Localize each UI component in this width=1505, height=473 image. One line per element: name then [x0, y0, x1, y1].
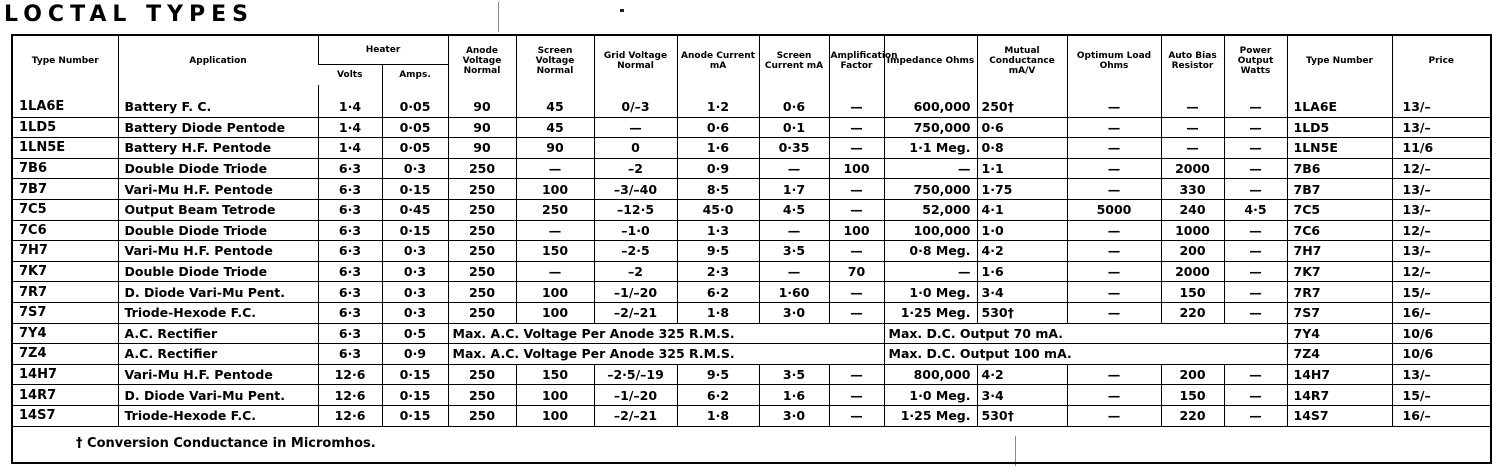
cell-grid: –2	[594, 261, 677, 282]
cell-bias: 240	[1161, 199, 1224, 220]
cell-type: 14H7	[13, 364, 118, 385]
cell-screen: 90	[516, 138, 594, 159]
cell-app: Double Diode Triode	[118, 261, 318, 282]
cell-grid: –1·0	[594, 220, 677, 241]
cell-load: —	[1067, 97, 1161, 117]
cell-type: 7S7	[13, 302, 118, 323]
cell-amps: 0·15	[382, 364, 448, 385]
cell-mutual: 1·0	[977, 220, 1067, 241]
cell-power: —	[1224, 158, 1287, 179]
cell-price: 16/–	[1392, 302, 1490, 323]
cell-anode-ma: 45·0	[677, 199, 759, 220]
cell-screen: 100	[516, 385, 594, 406]
cell-amps: 0·05	[382, 97, 448, 117]
cell-type2: 7S7	[1287, 302, 1392, 323]
cell-power: —	[1224, 385, 1287, 406]
cell-type2: 7Y4	[1287, 323, 1392, 344]
cell-type: 7H7	[13, 241, 118, 262]
cell-volts: 6·3	[318, 241, 382, 262]
cell-mutual: 530†	[977, 405, 1067, 426]
cell-amps: 0·15	[382, 220, 448, 241]
cell-mutual: 3·4	[977, 282, 1067, 303]
header-amps: Amps.	[382, 65, 448, 86]
cell-span2: Max. D.C. Output 100 mA.	[884, 344, 1287, 365]
cell-screen: —	[516, 261, 594, 282]
cell-imp: 750,000	[884, 117, 977, 138]
cell-app: Vari-Mu H.F. Pentode	[118, 241, 318, 262]
header-amplification: Amplification Factor	[829, 36, 884, 85]
cell-app: Triode-Hexode F.C.	[118, 405, 318, 426]
cell-app: Battery H.F. Pentode	[118, 138, 318, 159]
valve-table	[13, 36, 1490, 427]
cell-bias: 150	[1161, 282, 1224, 303]
cell-price: 15/–	[1392, 282, 1490, 303]
cell-span1: Max. A.C. Voltage Per Anode 325 R.M.S.	[448, 323, 884, 344]
cell-volts: 1·4	[318, 138, 382, 159]
cell-app: A.C. Rectifier	[118, 323, 318, 344]
cell-bias: 220	[1161, 302, 1224, 323]
table-row	[13, 158, 1490, 179]
cell-load: —	[1067, 385, 1161, 406]
cell-price: 13/–	[1392, 364, 1490, 385]
cell-bias: 330	[1161, 179, 1224, 200]
cell-power: —	[1224, 117, 1287, 138]
cell-anode: 250	[448, 282, 516, 303]
cell-price: 13/–	[1392, 199, 1490, 220]
cell-type2: 1LN5E	[1287, 138, 1392, 159]
cell-grid: –1/–20	[594, 385, 677, 406]
cell-type2: 7B6	[1287, 158, 1392, 179]
cell-type: 1LN5E	[13, 138, 118, 159]
cell-bias: 150	[1161, 385, 1224, 406]
cell-volts: 12·6	[318, 364, 382, 385]
cell-volts: 6·3	[318, 302, 382, 323]
cell-app: Double Diode Triode	[118, 158, 318, 179]
cell-amp: —	[829, 282, 884, 303]
cell-amps: 0·15	[382, 405, 448, 426]
cell-type: 7B7	[13, 179, 118, 200]
cell-app: Output Beam Tetrode	[118, 199, 318, 220]
cell-screen-ma: —	[759, 220, 829, 241]
cell-imp: —	[884, 261, 977, 282]
cell-anode: 250	[448, 179, 516, 200]
cell-imp: 1·25 Meg.	[884, 302, 977, 323]
table-row	[13, 97, 1490, 117]
cell-anode: 250	[448, 241, 516, 262]
cell-type2: 7H7	[1287, 241, 1392, 262]
cell-screen-ma: —	[759, 261, 829, 282]
cell-app: Vari-Mu H.F. Pentode	[118, 364, 318, 385]
cell-grid: –1/–20	[594, 282, 677, 303]
cell-mutual: 250†	[977, 97, 1067, 117]
cell-amps: 0·45	[382, 199, 448, 220]
header-screen-current: Screen Current mA	[759, 36, 829, 85]
header-application: Application	[118, 36, 318, 85]
cell-volts: 6·3	[318, 323, 382, 344]
cell-bias: 2000	[1161, 261, 1224, 282]
cell-mutual: 0·8	[977, 138, 1067, 159]
cell-anode: 90	[448, 117, 516, 138]
cell-type2: 14R7	[1287, 385, 1392, 406]
header-type-number: Type Number	[31, 55, 99, 66]
cell-type: 7R7	[13, 282, 118, 303]
cell-mutual: 4·2	[977, 364, 1067, 385]
cell-screen: 45	[516, 97, 594, 117]
cell-price: 12/–	[1392, 261, 1490, 282]
cell-volts: 6·3	[318, 199, 382, 220]
cell-screen: 45	[516, 117, 594, 138]
table-row	[13, 117, 1490, 138]
cell-grid: –2/–21	[594, 302, 677, 323]
cell-anode: 250	[448, 364, 516, 385]
cell-type: 14S7	[13, 405, 118, 426]
cell-anode-ma: 9·5	[677, 241, 759, 262]
cell-volts: 6·3	[318, 261, 382, 282]
cell-imp: 1·0 Meg.	[884, 385, 977, 406]
cell-bias: —	[1161, 117, 1224, 138]
cell-anode-ma: 1·8	[677, 302, 759, 323]
cell-load: —	[1067, 241, 1161, 262]
cell-amps: 0·3	[382, 282, 448, 303]
table-body	[13, 97, 1490, 426]
cell-anode-ma: 8·5	[677, 179, 759, 200]
cell-mutual: 530†	[977, 302, 1067, 323]
cell-span1: Max. A.C. Voltage Per Anode 325 R.M.S.	[448, 344, 884, 365]
page-title: LOCTAL TYPES	[4, 2, 255, 27]
cell-anode: 250	[448, 302, 516, 323]
header-impedance: Impedance Ohms	[884, 36, 977, 85]
cell-load: —	[1067, 158, 1161, 179]
cell-load: —	[1067, 179, 1161, 200]
cell-imp: 600,000	[884, 97, 977, 117]
cell-mutual: 1·6	[977, 261, 1067, 282]
table-row	[13, 385, 1490, 406]
table-row	[13, 199, 1490, 220]
cell-imp: —	[884, 158, 977, 179]
header-type-number-2: Type Number	[1287, 36, 1392, 85]
cell-screen: —	[516, 158, 594, 179]
cell-bias: 2000	[1161, 158, 1224, 179]
cell-price: 13/–	[1392, 241, 1490, 262]
cell-type: 7C5	[13, 199, 118, 220]
cell-type2: 7K7	[1287, 261, 1392, 282]
cell-amp: —	[829, 117, 884, 138]
cell-anode-ma: 2·3	[677, 261, 759, 282]
cell-power: —	[1224, 138, 1287, 159]
header-volts: Volts	[318, 65, 382, 86]
cell-app: Vari-Mu H.F. Pentode	[118, 179, 318, 200]
cell-type: 7Z4	[13, 344, 118, 365]
cell-screen: 250	[516, 199, 594, 220]
cell-screen: 100	[516, 302, 594, 323]
cell-volts: 12·6	[318, 385, 382, 406]
cell-mutual: 3·4	[977, 385, 1067, 406]
cell-imp: 1·25 Meg.	[884, 405, 977, 426]
cell-grid: 0/–3	[594, 97, 677, 117]
cell-amp: —	[829, 97, 884, 117]
cell-volts: 1·4	[318, 97, 382, 117]
cell-power: —	[1224, 97, 1287, 117]
cell-volts: 1·4	[318, 117, 382, 138]
cell-bias: —	[1161, 97, 1224, 117]
cell-anode-ma: 1·2	[677, 97, 759, 117]
table-row	[13, 179, 1490, 200]
header-anode-voltage: Anode Voltage Normal	[448, 36, 516, 85]
cell-price: 12/–	[1392, 158, 1490, 179]
cell-power: —	[1224, 405, 1287, 426]
cell-screen: —	[516, 220, 594, 241]
cell-type2: 14H7	[1287, 364, 1392, 385]
cell-grid: –12·5	[594, 199, 677, 220]
cell-grid: –2·5/–19	[594, 364, 677, 385]
cell-screen-ma: 3·0	[759, 302, 829, 323]
header-auto-bias: Auto Bias Resistor	[1161, 36, 1224, 85]
cell-power: —	[1224, 261, 1287, 282]
cell-anode-ma: 1·6	[677, 138, 759, 159]
cell-grid: –3/–40	[594, 179, 677, 200]
cell-price: 11/6	[1392, 138, 1490, 159]
table-row	[13, 364, 1490, 385]
cell-screen-ma: 1·7	[759, 179, 829, 200]
cell-screen-ma: 0·6	[759, 97, 829, 117]
cell-amp: 100	[829, 220, 884, 241]
cell-mutual: 1·1	[977, 158, 1067, 179]
cell-anode-ma: 0·9	[677, 158, 759, 179]
cell-amp: —	[829, 199, 884, 220]
cell-price: 13/–	[1392, 97, 1490, 117]
cell-type2: 1LA6E	[1287, 97, 1392, 117]
table-row	[13, 282, 1490, 303]
cell-load: —	[1067, 220, 1161, 241]
header-grid-voltage: Grid Voltage Normal	[594, 36, 677, 85]
cell-price: 13/–	[1392, 179, 1490, 200]
cell-anode: 250	[448, 405, 516, 426]
cell-load: 5000	[1067, 199, 1161, 220]
cell-screen-ma: 0·1	[759, 117, 829, 138]
cell-type: 14R7	[13, 385, 118, 406]
header-heater: Heater	[318, 36, 448, 65]
cell-imp: 1·1 Meg.	[884, 138, 977, 159]
cell-app: Triode-Hexode F.C.	[118, 302, 318, 323]
cell-type2: 7B7	[1287, 179, 1392, 200]
cell-amps: 0·05	[382, 138, 448, 159]
cell-anode-ma: 1·8	[677, 405, 759, 426]
cell-power: —	[1224, 220, 1287, 241]
cell-amps: 0·15	[382, 385, 448, 406]
cell-imp: 750,000	[884, 179, 977, 200]
cell-app: Battery Diode Pentode	[118, 117, 318, 138]
cell-power: —	[1224, 241, 1287, 262]
cell-amps: 0·3	[382, 302, 448, 323]
cell-price: 16/–	[1392, 405, 1490, 426]
cell-amp: —	[829, 302, 884, 323]
cell-load: —	[1067, 282, 1161, 303]
cell-amps: 0·3	[382, 158, 448, 179]
cell-amp: —	[829, 385, 884, 406]
header-anode-current: Anode Current mA	[677, 36, 759, 85]
cell-type2: 14S7	[1287, 405, 1392, 426]
cell-imp: 800,000	[884, 364, 977, 385]
cell-screen-ma: 1·60	[759, 282, 829, 303]
cell-imp: 0·8 Meg.	[884, 241, 977, 262]
cell-volts: 6·3	[318, 344, 382, 365]
cell-mutual: 4·2	[977, 241, 1067, 262]
cell-app: A.C. Rectifier	[118, 344, 318, 365]
footnote: † Conversion Conductance in Micromhos.	[76, 436, 376, 451]
cell-volts: 6·3	[318, 179, 382, 200]
cell-anode-ma: 6·2	[677, 385, 759, 406]
cell-app: D. Diode Vari-Mu Pent.	[118, 282, 318, 303]
cell-mutual: 0·6	[977, 117, 1067, 138]
cell-app: Double Diode Triode	[118, 220, 318, 241]
cell-anode: 250	[448, 220, 516, 241]
cell-power: —	[1224, 364, 1287, 385]
cell-type2: 1LD5	[1287, 117, 1392, 138]
cell-anode: 250	[448, 385, 516, 406]
cell-price: 13/–	[1392, 117, 1490, 138]
cell-grid: –2	[594, 158, 677, 179]
cell-anode: 90	[448, 97, 516, 117]
cell-load: —	[1067, 364, 1161, 385]
cell-imp: 100,000	[884, 220, 977, 241]
cell-anode: 250	[448, 158, 516, 179]
cell-load: —	[1067, 117, 1161, 138]
cell-anode: 250	[448, 261, 516, 282]
fold-line	[498, 2, 499, 32]
cell-bias: 200	[1161, 364, 1224, 385]
cell-power: 4·5	[1224, 199, 1287, 220]
cell-amp: 70	[829, 261, 884, 282]
cell-screen: 100	[516, 405, 594, 426]
cell-price: 10/6	[1392, 323, 1490, 344]
cell-screen: 100	[516, 282, 594, 303]
cell-anode-ma: 9·5	[677, 364, 759, 385]
cell-screen-ma: 0·35	[759, 138, 829, 159]
header-optimum-load: Optimum Load Ohms	[1067, 36, 1161, 85]
cell-bias: 200	[1161, 241, 1224, 262]
cell-amp: —	[829, 179, 884, 200]
cell-screen: 150	[516, 364, 594, 385]
table-row	[13, 323, 1490, 344]
cell-bias: —	[1161, 138, 1224, 159]
cell-amps: 0·5	[382, 323, 448, 344]
header-price: Price	[1392, 36, 1490, 85]
cell-type: 7K7	[13, 261, 118, 282]
cell-price: 15/–	[1392, 385, 1490, 406]
cell-screen: 150	[516, 241, 594, 262]
cell-imp: 1·0 Meg.	[884, 282, 977, 303]
cell-bias: 220	[1161, 405, 1224, 426]
cell-bias: 1000	[1161, 220, 1224, 241]
table-row	[13, 344, 1490, 365]
cell-imp: 52,000	[884, 199, 977, 220]
cell-amp: —	[829, 241, 884, 262]
cell-amps: 0·15	[382, 179, 448, 200]
table-row	[13, 405, 1490, 426]
cell-app: Battery F. C.	[118, 97, 318, 117]
table-row	[13, 220, 1490, 241]
cell-power: —	[1224, 302, 1287, 323]
cell-screen-ma: 3·0	[759, 405, 829, 426]
cell-type2: 7C5	[1287, 199, 1392, 220]
cell-amp: 100	[829, 158, 884, 179]
cell-span2: Max. D.C. Output 70 mA.	[884, 323, 1287, 344]
cell-grid: –2/–21	[594, 405, 677, 426]
cell-screen-ma: —	[759, 158, 829, 179]
cell-grid: 0	[594, 138, 677, 159]
cell-screen-ma: 1·6	[759, 385, 829, 406]
cell-grid: —	[594, 117, 677, 138]
cell-mutual: 1·75	[977, 179, 1067, 200]
cell-type2: 7C6	[1287, 220, 1392, 241]
cell-screen-ma: 3·5	[759, 364, 829, 385]
cell-volts: 6·3	[318, 158, 382, 179]
cell-volts: 6·3	[318, 220, 382, 241]
cell-screen-ma: 3·5	[759, 241, 829, 262]
cell-amp: —	[829, 138, 884, 159]
cell-load: —	[1067, 302, 1161, 323]
cell-type: 7B6	[13, 158, 118, 179]
cell-price: 10/6	[1392, 344, 1490, 365]
table-row	[13, 302, 1490, 323]
cell-load: —	[1067, 138, 1161, 159]
cell-power: —	[1224, 282, 1287, 303]
print-speck	[620, 9, 624, 12]
table-row	[13, 138, 1490, 159]
cell-load: —	[1067, 261, 1161, 282]
cell-anode-ma: 6·2	[677, 282, 759, 303]
cell-price: 12/–	[1392, 220, 1490, 241]
cell-amp: —	[829, 405, 884, 426]
cell-type: 1LD5	[13, 117, 118, 138]
cell-amps: 0·3	[382, 241, 448, 262]
cell-grid: –2·5	[594, 241, 677, 262]
cell-app: D. Diode Vari-Mu Pent.	[118, 385, 318, 406]
cell-type: 7C6	[13, 220, 118, 241]
cell-anode-ma: 0·6	[677, 117, 759, 138]
cell-anode: 250	[448, 199, 516, 220]
cell-load: —	[1067, 405, 1161, 426]
cell-mutual: 4·1	[977, 199, 1067, 220]
cell-volts: 6·3	[318, 282, 382, 303]
cell-type2: 7R7	[1287, 282, 1392, 303]
header-mutual-conductance: Mutual Conductance mA/V	[977, 36, 1067, 85]
cell-amps: 0·3	[382, 261, 448, 282]
cell-anode-ma: 1·3	[677, 220, 759, 241]
header-screen-voltage: Screen Voltage Normal	[516, 36, 594, 85]
cell-screen: 100	[516, 179, 594, 200]
cell-amp: —	[829, 364, 884, 385]
cell-anode: 90	[448, 138, 516, 159]
cell-amps: 0·05	[382, 117, 448, 138]
table-row	[13, 241, 1490, 262]
cell-amps: 0·9	[382, 344, 448, 365]
cell-screen-ma: 4·5	[759, 199, 829, 220]
cell-power: —	[1224, 179, 1287, 200]
cell-volts: 12·6	[318, 405, 382, 426]
cell-type: 7Y4	[13, 323, 118, 344]
header-power-output: Power Output Watts	[1224, 36, 1287, 85]
cell-type2: 7Z4	[1287, 344, 1392, 365]
table-row	[13, 261, 1490, 282]
cell-type: 1LA6E	[13, 97, 118, 117]
